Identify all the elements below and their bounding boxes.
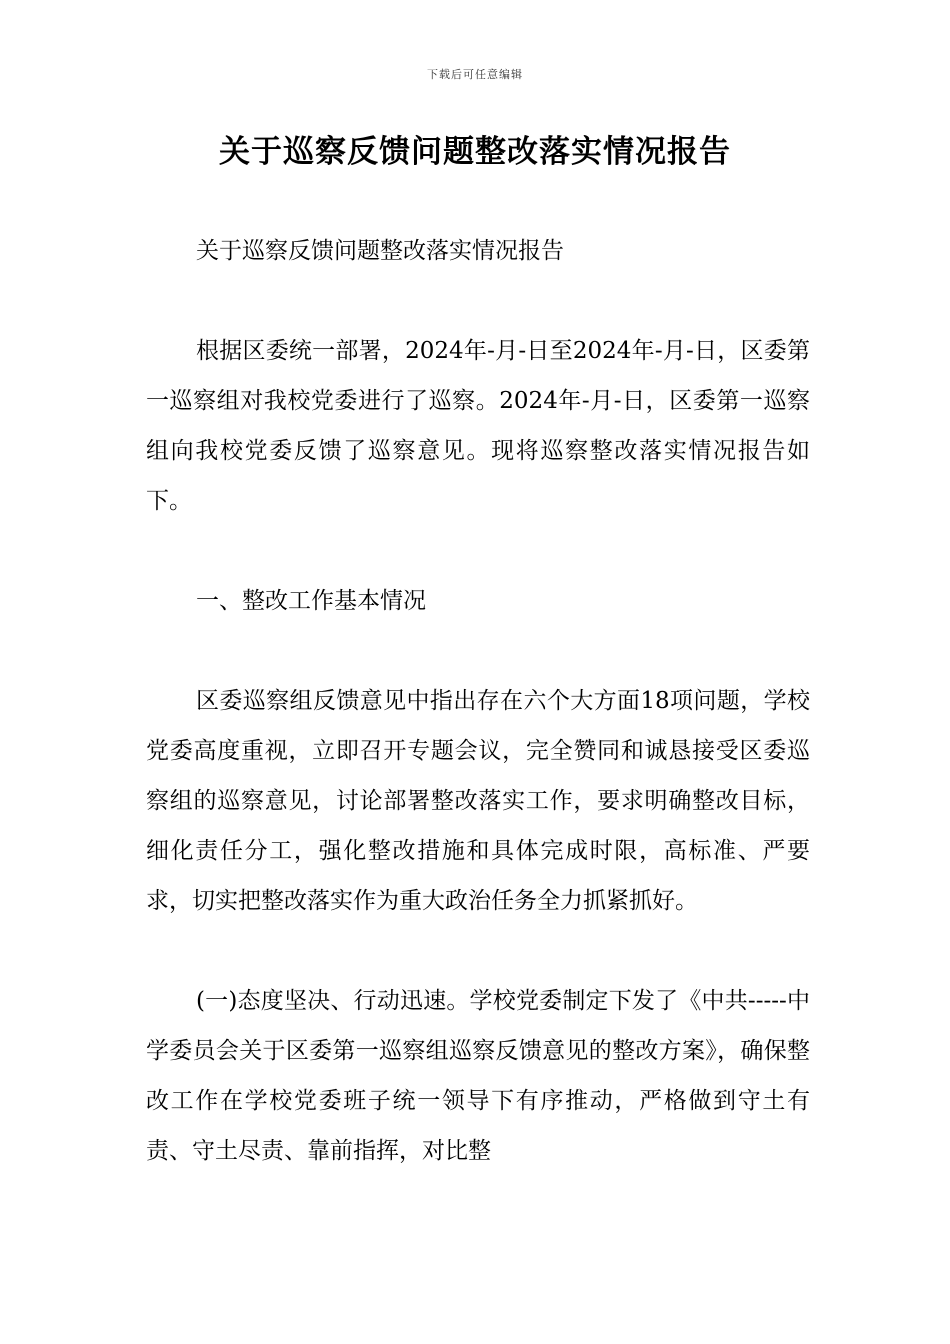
- header-note: 下载后可任意编辑: [427, 68, 523, 81]
- paragraph-overview: 区委巡察组反馈意见中指出存在六个大方面18项问题，学校党委高度重视，立即召开专题会议，完全赞同和诚恳接受区委巡察组的巡察意见，讨论部署整改落实工作，要求明确整改目标，细化责任分工，强化整改措施和具体完成时限，高标准、严要求，切实把整改落实作为重大政治任务全力抓紧抓好。: [146, 688, 810, 914]
- document-title: 关于巡察反馈问题整改落实情况报告: [219, 134, 731, 170]
- paragraph-gap: [146, 626, 810, 676]
- paragraph-intro: 根据区委统一部署，2024年-月-日至2024年-月-日，区委第一巡察组对我校党委进行了巡察。2024年-月-日，区委第一巡察组向我校党委反馈了巡察意见。现将巡察整改落实情况报告如下。: [146, 338, 810, 514]
- paragraph-item-1: (一)态度坚决、行动迅速。学校党委制定下发了《中共-----中学委员会关于区委第一巡察组巡察反馈意见的整改方案》，确保整改工作在学校党委班子统一领导下有序推动，严格做到守土有责、守土尽责、靠前指挥，对比整: [146, 988, 810, 1164]
- document-body: [146, 226, 810, 1176]
- paragraph-gap: [146, 276, 810, 326]
- paragraph-subtitle: 关于巡察反馈问题整改落实情况报告: [196, 238, 564, 264]
- paragraph-gap: [146, 926, 810, 976]
- paragraph-gap: [146, 526, 810, 576]
- section-heading-1: 一、整改工作基本情况: [196, 588, 426, 614]
